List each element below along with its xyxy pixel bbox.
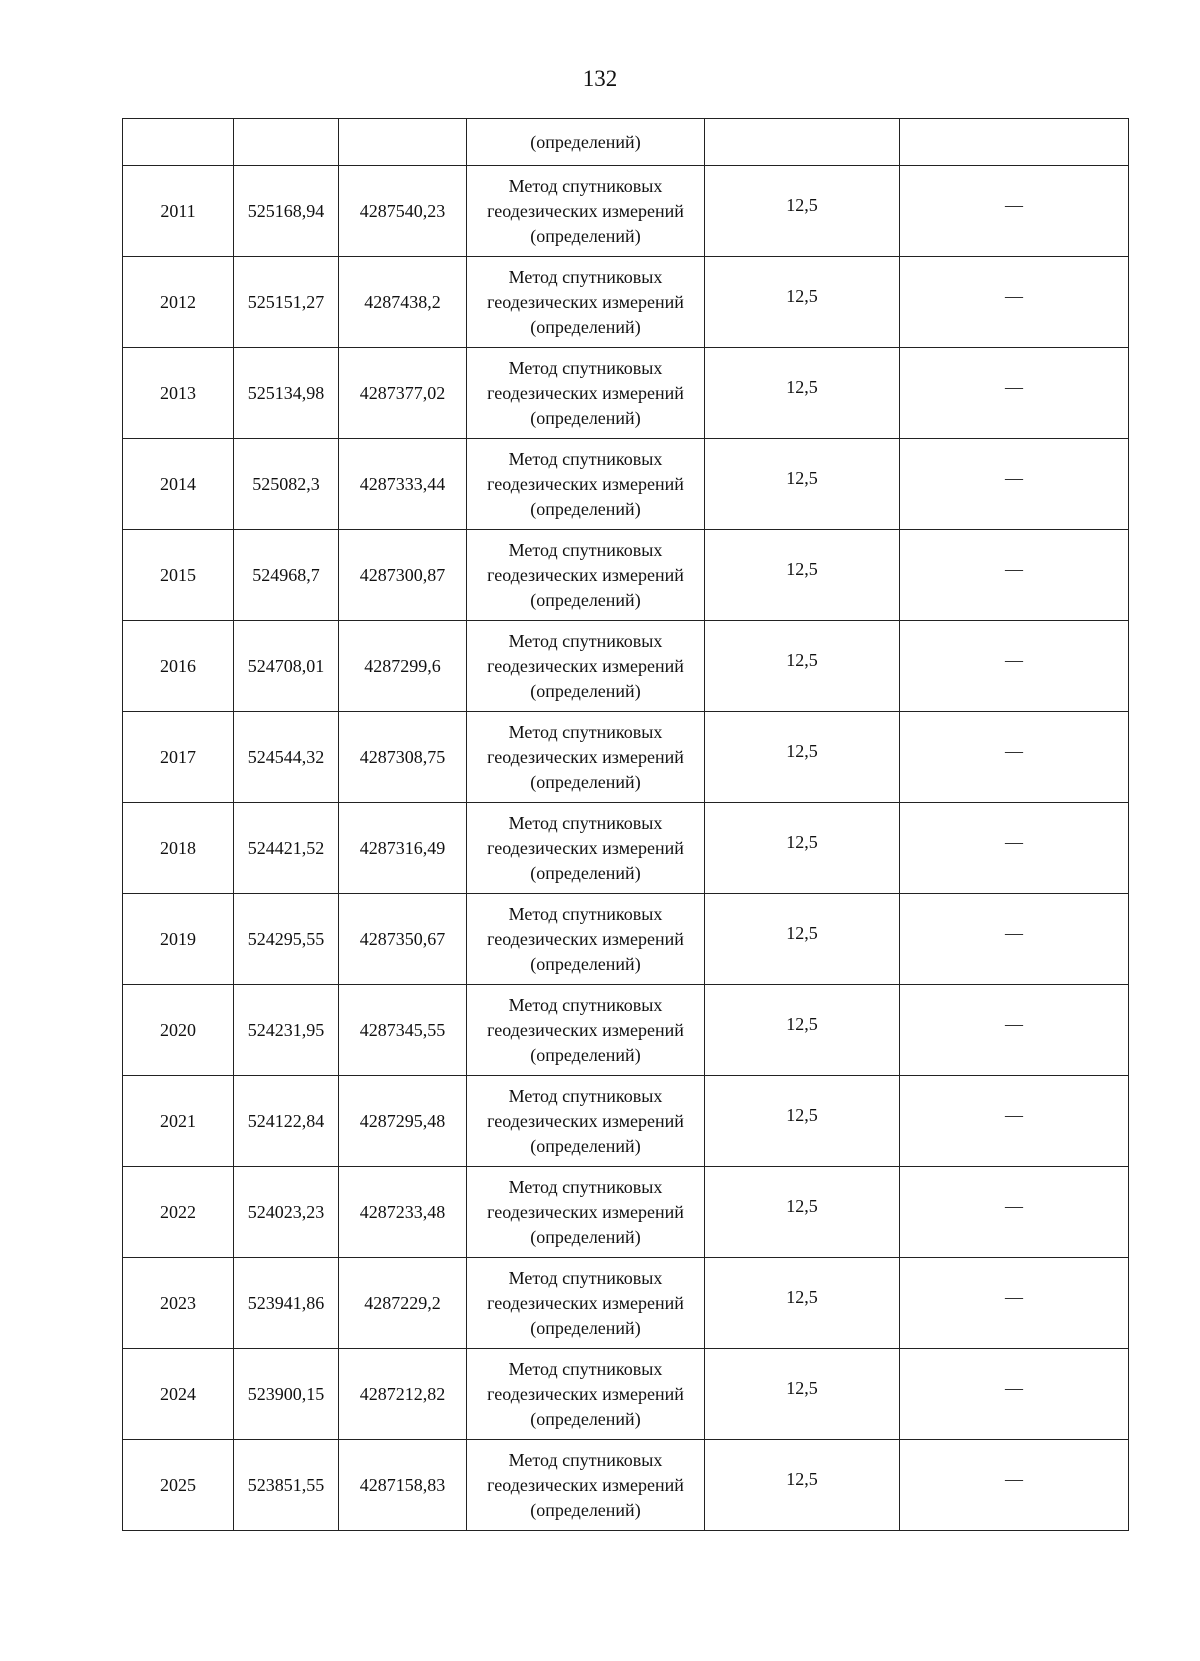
accuracy-value: 12,5 bbox=[786, 922, 818, 943]
description-dash: — bbox=[1005, 558, 1023, 579]
point-id-cell: 2018 bbox=[123, 803, 234, 894]
method-line: (определений) bbox=[530, 316, 641, 337]
table-row bbox=[123, 257, 1129, 348]
x-coordinate-cell: 525151,27 bbox=[234, 257, 339, 348]
accuracy-cell bbox=[705, 985, 900, 1076]
accuracy-cell bbox=[705, 894, 900, 985]
description-cell bbox=[900, 166, 1129, 257]
method-line: Метод спутниковых bbox=[508, 721, 663, 742]
method-cell bbox=[467, 803, 705, 894]
description-cell bbox=[900, 894, 1129, 985]
accuracy-value: 12,5 bbox=[786, 1104, 818, 1125]
point-id-cell: 2023 bbox=[123, 1258, 234, 1349]
point-id-cell bbox=[123, 119, 234, 166]
description-cell bbox=[900, 439, 1129, 530]
accuracy-cell bbox=[705, 257, 900, 348]
description-dash: — bbox=[1005, 1013, 1023, 1034]
point-id-cell: 2016 bbox=[123, 621, 234, 712]
method-line: (определений) bbox=[530, 1499, 641, 1520]
description-dash: — bbox=[1005, 376, 1023, 397]
method-cell bbox=[467, 1440, 705, 1531]
x-coordinate-cell: 524421,52 bbox=[234, 803, 339, 894]
description-cell bbox=[900, 803, 1129, 894]
method-line: (определений) bbox=[530, 589, 641, 610]
x-coordinate-cell: 523941,86 bbox=[234, 1258, 339, 1349]
y-coordinate-cell: 4287316,49 bbox=[339, 803, 467, 894]
method-cell bbox=[467, 530, 705, 621]
description-dash: — bbox=[1005, 1377, 1023, 1398]
x-coordinate-cell: 524023,23 bbox=[234, 1167, 339, 1258]
method-line: Метод спутниковых bbox=[508, 1449, 663, 1470]
method-cell bbox=[467, 712, 705, 803]
method-line: геодезических измерений bbox=[487, 1201, 684, 1222]
y-coordinate-cell: 4287233,48 bbox=[339, 1167, 467, 1258]
accuracy-cell bbox=[705, 712, 900, 803]
method-line: Метод спутниковых bbox=[508, 357, 663, 378]
y-coordinate-cell: 4287350,67 bbox=[339, 894, 467, 985]
accuracy-value: 12,5 bbox=[786, 194, 818, 215]
accuracy-value: 12,5 bbox=[786, 649, 818, 670]
coordinates-table bbox=[122, 118, 1129, 1531]
x-coordinate-cell: 524544,32 bbox=[234, 712, 339, 803]
y-coordinate-cell: 4287308,75 bbox=[339, 712, 467, 803]
point-id-cell: 2024 bbox=[123, 1349, 234, 1440]
table-row bbox=[123, 166, 1129, 257]
description-dash: — bbox=[1005, 1286, 1023, 1307]
y-coordinate-cell: 4287212,82 bbox=[339, 1349, 467, 1440]
method-line: Метод спутниковых bbox=[508, 1085, 663, 1106]
y-coordinate-cell: 4287229,2 bbox=[339, 1258, 467, 1349]
method-line: геодезических измерений bbox=[487, 746, 684, 767]
x-coordinate-cell: 524295,55 bbox=[234, 894, 339, 985]
method-line: геодезических измерений bbox=[487, 1474, 684, 1495]
accuracy-cell bbox=[705, 119, 900, 166]
method-line: (определений) bbox=[530, 680, 641, 701]
method-line: Метод спутниковых bbox=[508, 1267, 663, 1288]
description-dash: — bbox=[1005, 649, 1023, 670]
table-row bbox=[123, 1076, 1129, 1167]
method-cell bbox=[467, 119, 705, 166]
description-cell bbox=[900, 348, 1129, 439]
accuracy-cell bbox=[705, 166, 900, 257]
table-row bbox=[123, 985, 1129, 1076]
x-coordinate-cell: 524968,7 bbox=[234, 530, 339, 621]
method-line: геодезических измерений bbox=[487, 1292, 684, 1313]
description-dash: — bbox=[1005, 740, 1023, 761]
method-line: (определений) bbox=[530, 862, 641, 883]
description-cell bbox=[900, 119, 1129, 166]
accuracy-value: 12,5 bbox=[786, 1195, 818, 1216]
method-cell bbox=[467, 894, 705, 985]
method-line: Метод спутниковых bbox=[508, 812, 663, 833]
description-cell bbox=[900, 1167, 1129, 1258]
accuracy-value: 12,5 bbox=[786, 558, 818, 579]
method-line: (определений) bbox=[530, 1044, 641, 1065]
point-id-cell: 2014 bbox=[123, 439, 234, 530]
description-cell bbox=[900, 1440, 1129, 1531]
method-line: (определений) bbox=[530, 1226, 641, 1247]
description-cell bbox=[900, 530, 1129, 621]
x-coordinate-cell: 523851,55 bbox=[234, 1440, 339, 1531]
method-cell bbox=[467, 1258, 705, 1349]
accuracy-cell bbox=[705, 1440, 900, 1531]
accuracy-value: 12,5 bbox=[786, 1468, 818, 1489]
x-coordinate-cell: 524122,84 bbox=[234, 1076, 339, 1167]
description-cell bbox=[900, 985, 1129, 1076]
x-coordinate-cell: 525168,94 bbox=[234, 166, 339, 257]
accuracy-value: 12,5 bbox=[786, 1377, 818, 1398]
method-line: Метод спутниковых bbox=[508, 1358, 663, 1379]
method-line: Метод спутниковых bbox=[508, 903, 663, 924]
point-id-cell: 2022 bbox=[123, 1167, 234, 1258]
point-id-cell: 2021 bbox=[123, 1076, 234, 1167]
x-coordinate-cell bbox=[234, 119, 339, 166]
method-line: Метод спутниковых bbox=[508, 448, 663, 469]
method-line: (определений) bbox=[530, 498, 641, 519]
table-row bbox=[123, 894, 1129, 985]
method-cell bbox=[467, 257, 705, 348]
method-line: Метод спутниковых bbox=[508, 266, 663, 287]
table-row bbox=[123, 803, 1129, 894]
description-cell bbox=[900, 1076, 1129, 1167]
coordinates-table-body bbox=[123, 119, 1129, 1531]
table-row bbox=[123, 530, 1129, 621]
description-dash: — bbox=[1005, 1195, 1023, 1216]
y-coordinate-cell: 4287333,44 bbox=[339, 439, 467, 530]
table-row bbox=[123, 348, 1129, 439]
method-line: Метод спутниковых bbox=[508, 539, 663, 560]
method-line: Метод спутниковых bbox=[508, 630, 663, 651]
method-line: геодезических измерений bbox=[487, 291, 684, 312]
accuracy-cell bbox=[705, 348, 900, 439]
accuracy-value: 12,5 bbox=[786, 285, 818, 306]
method-cell bbox=[467, 621, 705, 712]
page-number: 132 bbox=[582, 66, 618, 91]
method-line: геодезических измерений bbox=[487, 1110, 684, 1131]
method-cell bbox=[467, 1349, 705, 1440]
y-coordinate-cell: 4287377,02 bbox=[339, 348, 467, 439]
accuracy-value: 12,5 bbox=[786, 1013, 818, 1034]
method-cell bbox=[467, 348, 705, 439]
y-coordinate-cell: 4287295,48 bbox=[339, 1076, 467, 1167]
table-row bbox=[123, 712, 1129, 803]
x-coordinate-cell: 525082,3 bbox=[234, 439, 339, 530]
continued-row bbox=[123, 119, 1129, 166]
method-line: геодезических измерений bbox=[487, 655, 684, 676]
accuracy-value: 12,5 bbox=[786, 376, 818, 397]
description-cell bbox=[900, 621, 1129, 712]
method-line: геодезических измерений bbox=[487, 837, 684, 858]
description-cell bbox=[900, 712, 1129, 803]
accuracy-cell bbox=[705, 1076, 900, 1167]
description-dash: — bbox=[1005, 1468, 1023, 1489]
description-dash: — bbox=[1005, 922, 1023, 943]
point-id-cell: 2015 bbox=[123, 530, 234, 621]
method-line: (определений) bbox=[530, 1317, 641, 1338]
method-line: геодезических измерений bbox=[487, 473, 684, 494]
y-coordinate-cell: 4287540,23 bbox=[339, 166, 467, 257]
table-row bbox=[123, 1440, 1129, 1531]
method-line: (определений) bbox=[530, 953, 641, 974]
accuracy-value: 12,5 bbox=[786, 1286, 818, 1307]
accuracy-value: 12,5 bbox=[786, 740, 818, 761]
description-dash: — bbox=[1005, 831, 1023, 852]
y-coordinate-cell: 4287345,55 bbox=[339, 985, 467, 1076]
y-coordinate-cell: 4287299,6 bbox=[339, 621, 467, 712]
method-line: геодезических измерений bbox=[487, 1019, 684, 1040]
method-line: (определений) bbox=[530, 1135, 641, 1156]
point-id-cell: 2013 bbox=[123, 348, 234, 439]
accuracy-cell bbox=[705, 621, 900, 712]
description-cell bbox=[900, 1349, 1129, 1440]
description-dash: — bbox=[1005, 194, 1023, 215]
method-line: Метод спутниковых bbox=[508, 994, 663, 1015]
method-cell bbox=[467, 166, 705, 257]
description-dash: — bbox=[1005, 1104, 1023, 1125]
method-line: (определений) bbox=[530, 771, 641, 792]
accuracy-cell bbox=[705, 803, 900, 894]
x-coordinate-cell: 524231,95 bbox=[234, 985, 339, 1076]
accuracy-cell bbox=[705, 530, 900, 621]
x-coordinate-cell: 524708,01 bbox=[234, 621, 339, 712]
y-coordinate-cell: 4287300,87 bbox=[339, 530, 467, 621]
accuracy-value: 12,5 bbox=[786, 467, 818, 488]
description-cell bbox=[900, 1258, 1129, 1349]
method-cell bbox=[467, 1167, 705, 1258]
method-text: (определений) bbox=[530, 131, 641, 152]
table-row bbox=[123, 1349, 1129, 1440]
accuracy-value: 12,5 bbox=[786, 831, 818, 852]
method-line: геодезических измерений bbox=[487, 1383, 684, 1404]
accuracy-cell bbox=[705, 1258, 900, 1349]
method-line: Метод спутниковых bbox=[508, 175, 663, 196]
method-cell bbox=[467, 439, 705, 530]
point-id-cell: 2011 bbox=[123, 166, 234, 257]
x-coordinate-cell: 525134,98 bbox=[234, 348, 339, 439]
table-row bbox=[123, 1258, 1129, 1349]
table-row bbox=[123, 439, 1129, 530]
method-line: Метод спутниковых bbox=[508, 1176, 663, 1197]
x-coordinate-cell: 523900,15 bbox=[234, 1349, 339, 1440]
description-dash: — bbox=[1005, 467, 1023, 488]
method-cell bbox=[467, 985, 705, 1076]
y-coordinate-cell: 4287438,2 bbox=[339, 257, 467, 348]
point-id-cell: 2019 bbox=[123, 894, 234, 985]
point-id-cell: 2020 bbox=[123, 985, 234, 1076]
point-id-cell: 2025 bbox=[123, 1440, 234, 1531]
method-line: (определений) bbox=[530, 225, 641, 246]
y-coordinate-cell bbox=[339, 119, 467, 166]
method-cell bbox=[467, 1076, 705, 1167]
table-row bbox=[123, 1167, 1129, 1258]
point-id-cell: 2017 bbox=[123, 712, 234, 803]
method-line: (определений) bbox=[530, 1408, 641, 1429]
point-id-cell: 2012 bbox=[123, 257, 234, 348]
method-line: геодезических измерений bbox=[487, 200, 684, 221]
accuracy-cell bbox=[705, 1349, 900, 1440]
description-dash: — bbox=[1005, 285, 1023, 306]
method-line: (определений) bbox=[530, 407, 641, 428]
y-coordinate-cell: 4287158,83 bbox=[339, 1440, 467, 1531]
method-line: геодезических измерений bbox=[487, 382, 684, 403]
accuracy-cell bbox=[705, 439, 900, 530]
description-cell bbox=[900, 257, 1129, 348]
method-line: геодезических измерений bbox=[487, 564, 684, 585]
method-line: геодезических измерений bbox=[487, 928, 684, 949]
table-row bbox=[123, 621, 1129, 712]
accuracy-cell bbox=[705, 1167, 900, 1258]
